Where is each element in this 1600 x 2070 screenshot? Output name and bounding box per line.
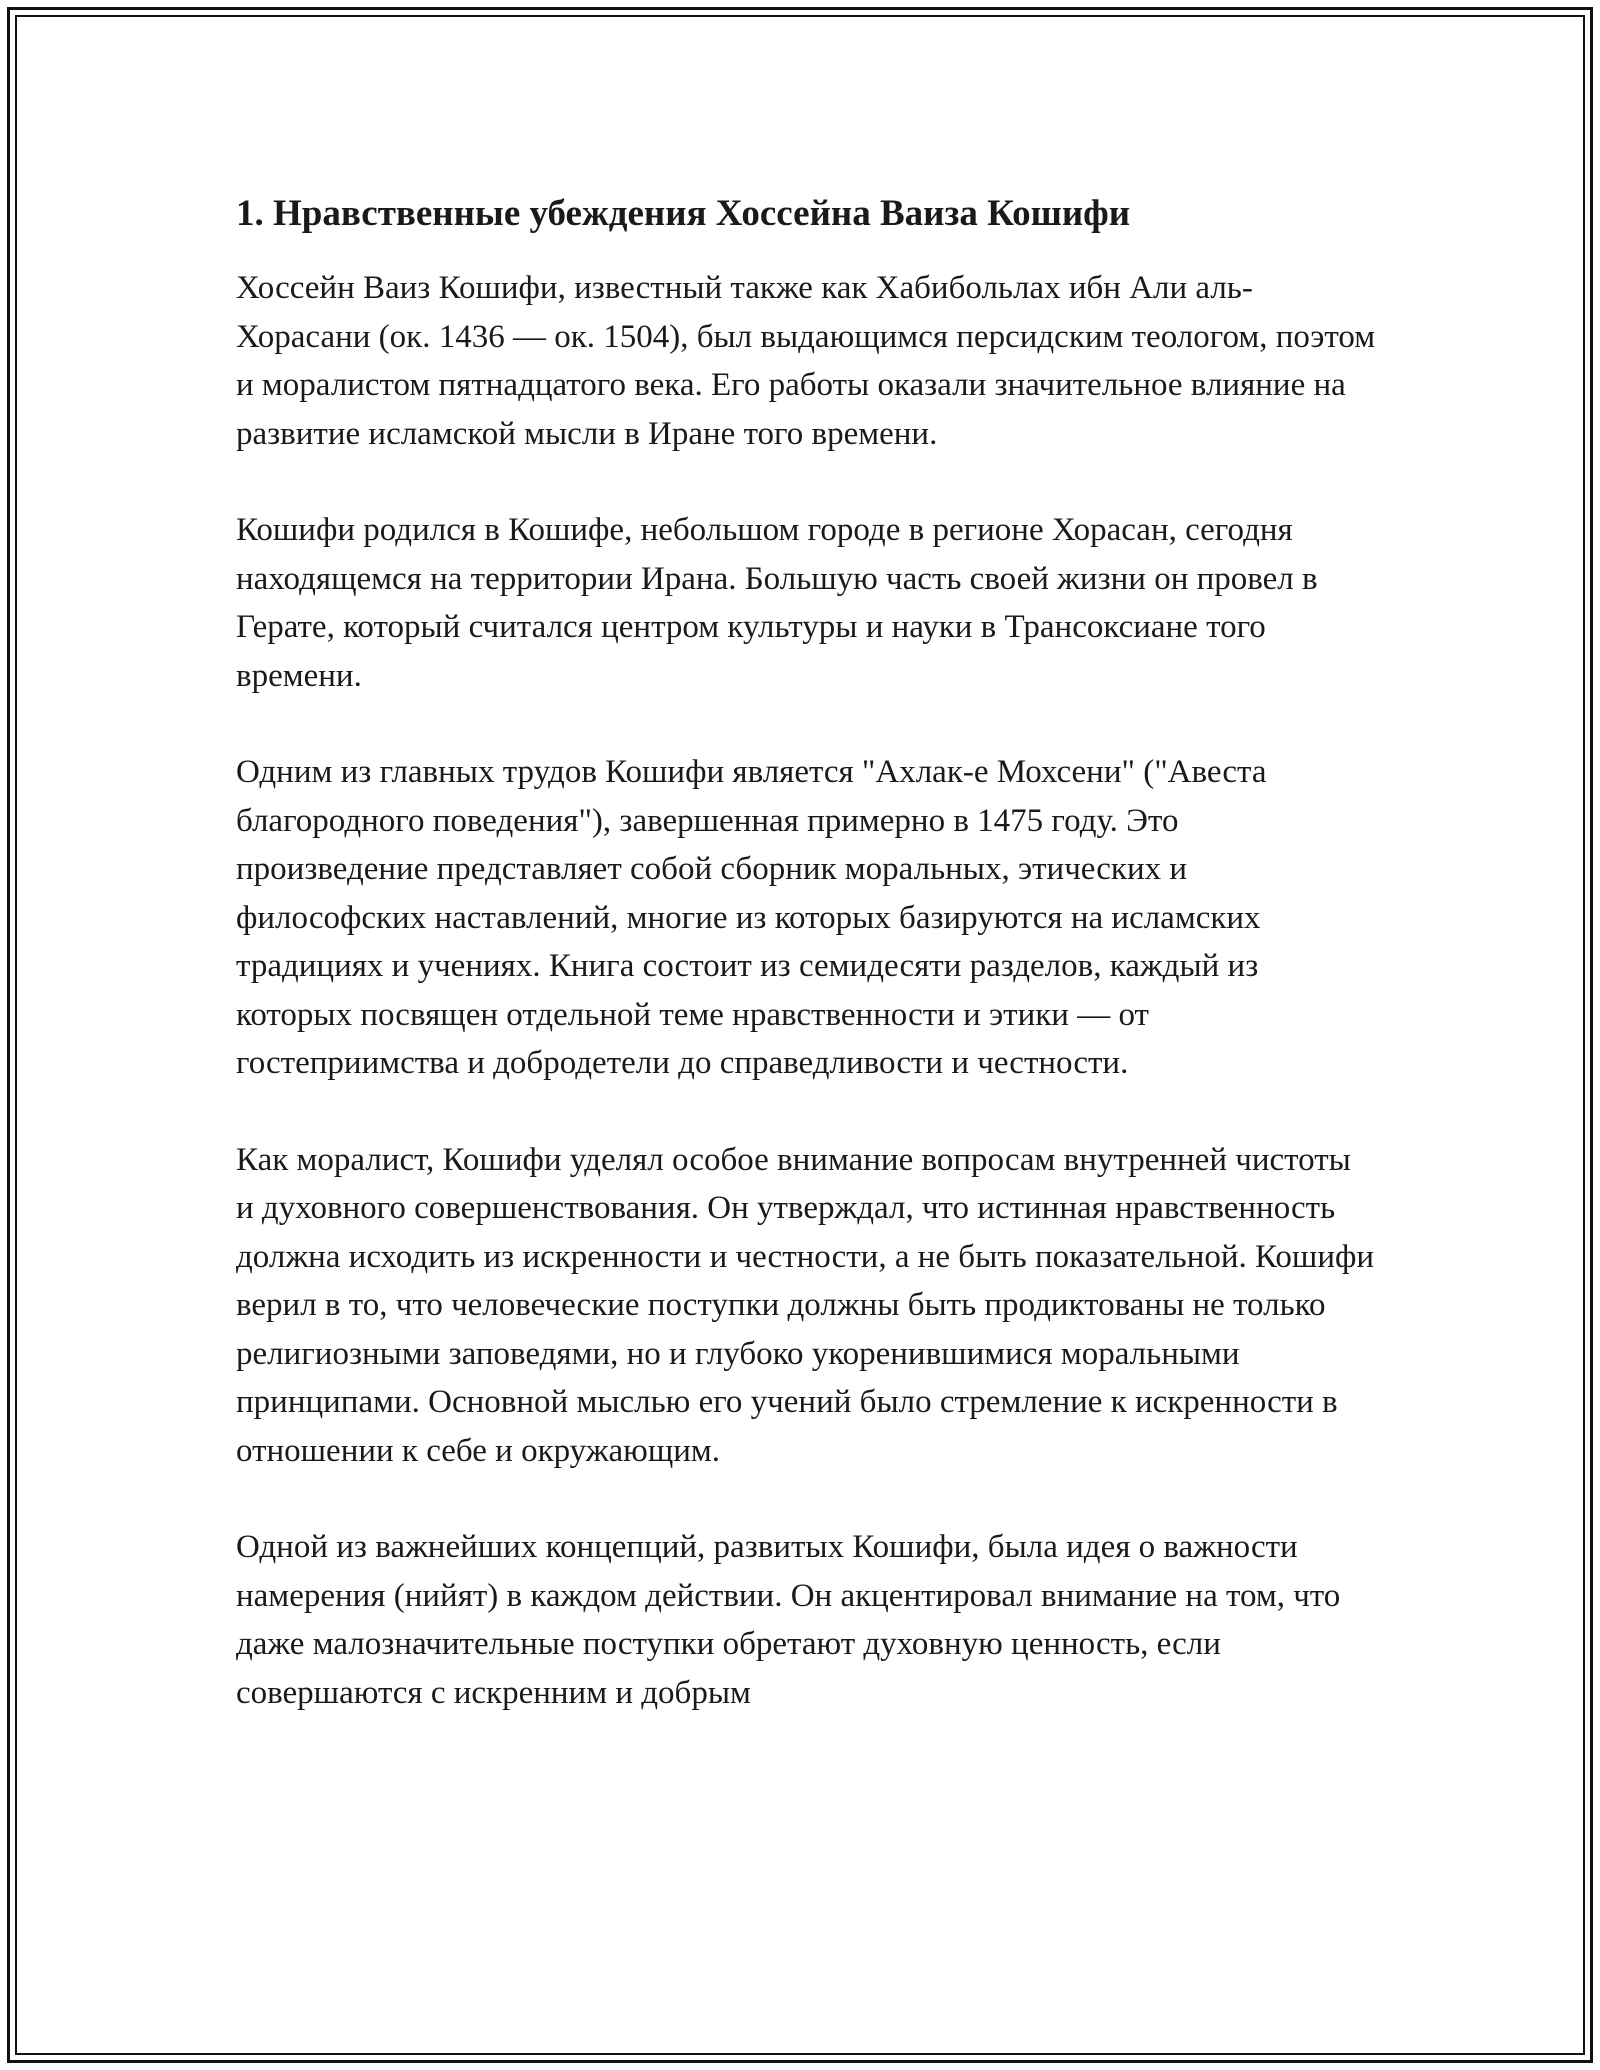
document-body [236,190,1376,1765]
paragraph-4: Как моралист, Кошифи уделял особое внимание вопросам внутренней чистоты и духовного совершенствования. Он утверждал, что истинная нравственность должна исходить из искренности и честности, а не быть показательной. Кошифи верил в то, что человеческие поступки должны быть продиктованы не только религиозными заповедями, но и глубоко укоренившимися моральными принципами. Основной мыслью его учений было стремление к искренности в отношении к себе и окружающим. [236,1141,1375,1469]
paragraph-3: Одним из главных трудов Кошифи является "Ахлак-е Мохсени" ("Авеста благородного поведения"), завершенная примерно в 1475 году. Это произведение представляет собой сборник моральных, этических и философских наставлений, многие из которых базируются на исламских традициях и учениях. Книга состоит из семидесяти разделов, каждый из которых посвящен отдельной теме нравственности и этики — от гостеприимства и добродетели до справедливости и честности. [236,754,1267,1081]
document-title: 1. Нравственные убеждения Хоссейна Ваиза Кошифи [236,193,1131,234]
paragraph-2: Кошифи родился в Кошифе, небольшом городе в регионе Хорасан, сегодня находящемся на территории Ирана. Большую часть своей жизни он провел в Герате, который считался центром культуры и науки в Трансоксиане того времени. [236,512,1318,694]
paragraph-1: Хоссейн Ваиз Кошифи, известный также как Хабибольлах ибн Али аль-Хорасани (ок. 1436 — ок. 1504), был выдающимся персидским теологом, поэтом и моралистом пятнадцатого века. Его работы оказали значительное влияние на развитие исламской мысли в Иране того времени. [236,270,1376,452]
paragraph-5: Одной из важнейших концепций, развитых Кошифи, была идея о важности намерения (нийят) в каждом действии. Он акцентировал внимание на том, что даже малозначительные поступки обретают духовную ценность, если совершаются с искренним и добрым [236,1529,1341,1711]
